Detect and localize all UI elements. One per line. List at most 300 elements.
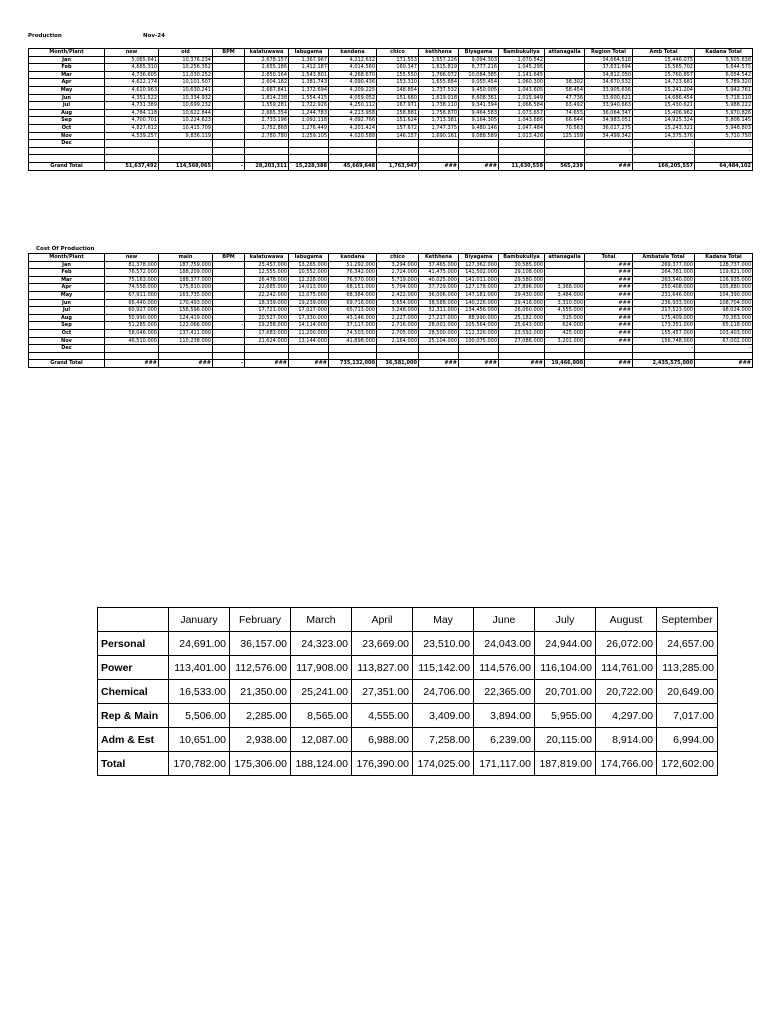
cell: 1,092.118: [289, 117, 329, 125]
table-row: [29, 276, 753, 284]
cell: 146.157: [377, 132, 419, 140]
cell: 236,933.000: [633, 299, 695, 307]
cell: [585, 345, 633, 353]
table-row: [29, 299, 753, 307]
cell: Rep & Main: [98, 704, 169, 728]
cell: Mar: [29, 71, 105, 79]
cell: 10,224.623: [159, 117, 213, 125]
total-row: [29, 162, 753, 170]
cell: 10,699.232: [159, 102, 213, 110]
cell: main: [159, 254, 213, 262]
cell: 25,182.000: [499, 314, 545, 322]
cell: 4,014.560: [329, 64, 377, 72]
cell: 24,323.00: [291, 632, 352, 656]
cell: Kadana Total: [695, 49, 753, 57]
cell: chico: [377, 254, 419, 262]
cell: 1,060.300: [499, 79, 545, 87]
cell: February: [230, 608, 291, 632]
cell: 4,090.436: [329, 79, 377, 87]
cell: 110,238.000: [159, 337, 213, 345]
table-row: [29, 269, 753, 277]
cell: [377, 352, 419, 360]
cell: [213, 155, 245, 163]
cell: ###: [289, 360, 329, 368]
cell: 51,285.000: [105, 322, 159, 330]
cell: 4,539.257: [105, 132, 159, 140]
cost-table: [28, 253, 753, 368]
cell: [159, 155, 213, 163]
cell: 1,543.801: [289, 71, 329, 79]
cell: 1,758.870: [419, 109, 459, 117]
cell: [245, 147, 289, 155]
table-row: [98, 728, 718, 752]
cell: [213, 352, 245, 360]
cell: [159, 140, 213, 148]
cell: 263,540.000: [633, 276, 695, 284]
cell: [105, 140, 159, 148]
cell: [213, 299, 245, 307]
cell: 172,602.00: [657, 752, 718, 776]
cell: 9,836.119: [159, 132, 213, 140]
cell: 1,737.532: [419, 86, 459, 94]
cell: [459, 147, 499, 155]
cell: 2,724.000: [377, 269, 419, 277]
cell: Month/Plant: [29, 49, 105, 57]
cell: Sep: [29, 322, 105, 330]
cell: 17,721.000: [245, 307, 289, 315]
cell: 158.881: [377, 109, 419, 117]
cell: 76,572.000: [105, 269, 159, 277]
cell: 36,006.000: [419, 291, 459, 299]
cell: 9,341.394: [459, 102, 499, 110]
cell: 1,070.542: [499, 56, 545, 64]
cell: 114,576.00: [474, 656, 535, 680]
cell: [459, 345, 499, 353]
cell: 15,760.857: [633, 71, 695, 79]
cell: 175,810.000: [159, 284, 213, 292]
cell: 14,925.324: [633, 117, 695, 125]
cell: ###: [585, 314, 633, 322]
cell: 27,351.00: [352, 680, 413, 704]
cell: ###: [419, 360, 459, 368]
cell: 26,478.000: [245, 276, 289, 284]
cell: kandana: [329, 49, 377, 57]
cost-title: Cost Of Production: [36, 246, 95, 252]
cell: 1,276.449: [289, 124, 329, 132]
cell: 4,212.612: [329, 56, 377, 64]
cell: 38,588.000: [419, 299, 459, 307]
cell: [289, 155, 329, 163]
cell: 36,017,275: [585, 124, 633, 132]
cell: 65,118.000: [695, 322, 753, 330]
cell: 18,339.000: [245, 299, 289, 307]
cell: ###: [419, 162, 459, 170]
cell: 155,457.000: [633, 329, 695, 337]
cell: 1,045.295: [499, 64, 545, 72]
cell: 51,637,492: [105, 162, 159, 170]
cell: Adm & Est: [98, 728, 169, 752]
cell: 66,440.000: [105, 299, 159, 307]
cell: [329, 147, 377, 155]
cell: [459, 140, 499, 148]
cell: 1,043.686: [499, 117, 545, 125]
cell: 1,766.072: [419, 71, 459, 79]
cell: old: [159, 49, 213, 57]
table-row: [29, 261, 753, 269]
cell: 2,938.00: [230, 728, 291, 752]
cell: Ambatale Total: [633, 254, 695, 262]
cell: -: [695, 345, 753, 353]
cell: 5,789.320: [695, 79, 753, 87]
cell: kandana: [329, 254, 377, 262]
cell: 3,201.000: [545, 337, 585, 345]
cell: chico: [377, 49, 419, 57]
cell: 1,367.967: [289, 56, 329, 64]
cell: 25,241.00: [291, 680, 352, 704]
cell: [213, 86, 245, 94]
cell: 104,390.000: [695, 291, 753, 299]
cell: [245, 352, 289, 360]
cell: 175,409.000: [633, 314, 695, 322]
cell: ###: [585, 162, 633, 170]
cell: [245, 345, 289, 353]
cell: 7,017.00: [657, 704, 718, 728]
table-row: [29, 322, 753, 330]
cell: [213, 337, 245, 345]
cell: 115,142.00: [413, 656, 474, 680]
table-row: [29, 140, 753, 148]
cell: 19,239.000: [289, 299, 329, 307]
cell: 127,178.000: [459, 284, 499, 292]
cell: 17,683.000: [245, 329, 289, 337]
cell: 1,381.743: [289, 79, 329, 87]
cell: 4,250.112: [329, 102, 377, 110]
cell: -: [695, 147, 753, 155]
cell: Oct: [29, 124, 105, 132]
cell: 12,087.00: [291, 728, 352, 752]
cell: ###: [459, 360, 499, 368]
cell: [419, 155, 459, 163]
cell: 29,108.000: [499, 269, 545, 277]
cell: 1,043.605: [499, 86, 545, 94]
cell: April: [352, 608, 413, 632]
cell: 70.563: [545, 124, 585, 132]
cell: 66.644: [545, 117, 585, 125]
table-row: [29, 64, 753, 72]
cell: 2,655.186: [245, 64, 289, 72]
cell: 22,365.00: [474, 680, 535, 704]
cell: 68,151.000: [329, 284, 377, 292]
cell: 2,780.780: [245, 132, 289, 140]
cell: 24,043.00: [474, 632, 535, 656]
cell: 4,268.670: [329, 71, 377, 79]
cell: 33,905,636: [585, 86, 633, 94]
cell: [329, 352, 377, 360]
cell: 4,351.522: [105, 94, 159, 102]
cell: Jun: [29, 94, 105, 102]
cell: Biyagama: [459, 254, 499, 262]
cell: ###: [695, 360, 753, 368]
cell: Jan: [29, 56, 105, 64]
cell: 1,615.819: [419, 64, 459, 72]
cell: 58,046.000: [105, 329, 159, 337]
cell: 264,781.000: [633, 269, 695, 277]
cell: 76,342.000: [329, 269, 377, 277]
cell: Jan: [29, 261, 105, 269]
cell: 1,259.105: [289, 132, 329, 140]
cell: 8,565.00: [291, 704, 352, 728]
cell: [377, 155, 419, 163]
cell: [159, 147, 213, 155]
cell: [213, 117, 245, 125]
cell: Aug: [29, 314, 105, 322]
table-row: [29, 314, 753, 322]
cell: 4,201.424: [329, 124, 377, 132]
cell: [459, 155, 499, 163]
cell: [377, 140, 419, 148]
cell: Total: [585, 254, 633, 262]
cell: 28,203,311: [245, 162, 289, 170]
cell: 34,670,532: [585, 79, 633, 87]
cell: 20,649.00: [657, 680, 718, 704]
cell: 34,983,051: [585, 117, 633, 125]
cell: 116,104.00: [535, 656, 596, 680]
cell: attanagalla: [545, 254, 585, 262]
cell: 16,533.00: [169, 680, 230, 704]
cell: 1,554.415: [289, 94, 329, 102]
cell: ###: [585, 291, 633, 299]
cell: [213, 140, 245, 148]
cell: 125.159: [545, 132, 585, 140]
cell: 3,368.000: [545, 284, 585, 292]
cell: 12,228.000: [289, 276, 329, 284]
cell: 108,704.000: [695, 299, 753, 307]
cell: Nov: [29, 337, 105, 345]
cell: 27,896.000: [499, 284, 545, 292]
cell: 3,310.000: [545, 299, 585, 307]
cell: 163,735.000: [159, 291, 213, 299]
cell: 175,306.00: [230, 752, 291, 776]
cell: [289, 147, 329, 155]
cell: ###: [245, 360, 289, 368]
cell: May: [29, 86, 105, 94]
cell: [499, 147, 545, 155]
cell: 141,502.000: [459, 269, 499, 277]
production-period: Nov-24: [143, 33, 165, 39]
cell: 63.492: [545, 102, 585, 110]
cell: 36,157.00: [230, 632, 291, 656]
cell: 2,422.000: [377, 291, 419, 299]
cell: 1,655.884: [419, 79, 459, 87]
cell: Feb: [29, 64, 105, 72]
cell: [545, 276, 585, 284]
cell: [29, 352, 105, 360]
cell: 19,258.000: [245, 322, 289, 330]
cell: 14,114.000: [289, 322, 329, 330]
cell: 160.347: [377, 64, 419, 72]
cell: labugama: [289, 254, 329, 262]
cell: 20,115.00: [535, 728, 596, 752]
cell: 134,456.000: [459, 307, 499, 315]
cell: 69,716.000: [329, 299, 377, 307]
cell: 46,510.000: [105, 337, 159, 345]
cell: 151.660: [377, 94, 419, 102]
cell: [499, 140, 545, 148]
cell: 1,047.484: [499, 124, 545, 132]
cell: 166,205,557: [633, 162, 695, 170]
cell: 5,948.803: [695, 124, 753, 132]
cell: 8,914.00: [596, 728, 657, 752]
cell: 74,503.000: [329, 329, 377, 337]
cell: [545, 56, 585, 64]
cell: 137,411.000: [159, 329, 213, 337]
cell: 38.302: [545, 79, 585, 87]
cell: 2,716.000: [377, 322, 419, 330]
cell: March: [291, 608, 352, 632]
cell: 22,685.000: [245, 284, 289, 292]
cell: 10,630.241: [159, 86, 213, 94]
cell: 37,729.000: [419, 284, 459, 292]
cell: 167.971: [377, 102, 419, 110]
cell: 10,552.000: [289, 269, 329, 277]
cell: 34,664,518: [585, 56, 633, 64]
cell: 188,209.000: [159, 269, 213, 277]
cell: 43,146.000: [329, 314, 377, 322]
cell: 15,228,388: [289, 162, 329, 170]
cell: 5,065.641: [105, 56, 159, 64]
cell: 113,285.00: [657, 656, 718, 680]
cell: 10,334.932: [159, 94, 213, 102]
cell: 1,722.926: [289, 102, 329, 110]
cell: [377, 147, 419, 155]
cell: 2,604.182: [245, 79, 289, 87]
cell: 33,600,621: [585, 94, 633, 102]
cell: 5,955.00: [535, 704, 596, 728]
cell: 2,665.354: [245, 109, 289, 117]
cell: 37,465.000: [419, 261, 459, 269]
cell: Apr: [29, 79, 105, 87]
cell: 5,704.000: [377, 284, 419, 292]
cell: 88,990.000: [459, 314, 499, 322]
cell: 4,059.052: [329, 94, 377, 102]
cell: 1,690.161: [419, 132, 459, 140]
cell: [105, 352, 159, 360]
table-row: [98, 704, 718, 728]
cell: 13,265.000: [289, 261, 329, 269]
cell: 28,001.000: [419, 322, 459, 330]
cell: new: [105, 254, 159, 262]
cell: [159, 345, 213, 353]
cell: [213, 329, 245, 337]
cell: 4,665.310: [105, 64, 159, 72]
cell: kalatuwawa: [245, 254, 289, 262]
production-title: Production: [28, 33, 62, 39]
cell: 5,505.638: [695, 56, 753, 64]
cell: Amb Total: [633, 49, 695, 57]
cell: 9,055.454: [459, 79, 499, 87]
cell: [213, 291, 245, 299]
cell: 58.454: [545, 86, 585, 94]
cell: kethhena: [419, 49, 459, 57]
cell: 187,819.00: [535, 752, 596, 776]
cell: 156,596.000: [159, 307, 213, 315]
total-row: [29, 360, 753, 368]
cell: ###: [585, 360, 633, 368]
cell: [245, 140, 289, 148]
cell: attanagalla: [545, 49, 585, 57]
cell: 20,701.00: [535, 680, 596, 704]
cell: 41,475.000: [419, 269, 459, 277]
cell: ###: [585, 337, 633, 345]
cell: [213, 276, 245, 284]
table-row: [98, 656, 718, 680]
cell: 19,466,000: [545, 360, 585, 368]
cell: -: [213, 322, 245, 330]
cell: 24,944.00: [535, 632, 596, 656]
cell: 1,013.426: [499, 132, 545, 140]
cell: Jul: [29, 307, 105, 315]
cell: 127,362.000: [459, 261, 499, 269]
header-row: [29, 49, 753, 57]
table-row: [29, 352, 753, 360]
cell: 1,372.694: [289, 86, 329, 94]
cell: 36,581,000: [377, 360, 419, 368]
production-table: [28, 48, 753, 171]
table-row: [29, 155, 753, 163]
cell: 32,311.000: [419, 307, 459, 315]
cell: ###: [585, 307, 633, 315]
cell: 36,064,347: [585, 109, 633, 117]
cell: -: [695, 140, 753, 148]
cell: [245, 155, 289, 163]
cell: [105, 345, 159, 353]
cell: 4,610.963: [105, 86, 159, 94]
cell: 113,401.00: [169, 656, 230, 680]
table-row: [98, 752, 718, 776]
cell: 112,576.00: [230, 656, 291, 680]
cell: 105,880.000: [695, 284, 753, 292]
cell: 2,705.000: [377, 329, 419, 337]
cell: 112,326.000: [459, 329, 499, 337]
cell: labugama: [289, 49, 329, 57]
cell: [159, 352, 213, 360]
cell: 2,227.000: [377, 314, 419, 322]
cell: 2,435,575,000: [633, 360, 695, 368]
cell: [377, 345, 419, 353]
cell: 6,239.00: [474, 728, 535, 752]
table-row: [29, 71, 753, 79]
cell: 735,132,000: [329, 360, 377, 368]
cell: [213, 64, 245, 72]
cell: [213, 71, 245, 79]
cell: Dec: [29, 345, 105, 353]
cell: [499, 352, 545, 360]
cell: 9,164.305: [459, 117, 499, 125]
cell: 1,559.281: [245, 102, 289, 110]
cell: 33,940,663: [585, 102, 633, 110]
cell: 68,384.000: [329, 291, 377, 299]
cell: [213, 79, 245, 87]
table-row: [29, 102, 753, 110]
table-row: [98, 680, 718, 704]
cell: [545, 269, 585, 277]
cell: 29,416.000: [499, 299, 545, 307]
cell: 29,430.000: [499, 291, 545, 299]
cell: 5,718.110: [695, 94, 753, 102]
cell: Apr: [29, 284, 105, 292]
cell: 17,017.000: [289, 307, 329, 315]
cell: [213, 109, 245, 117]
